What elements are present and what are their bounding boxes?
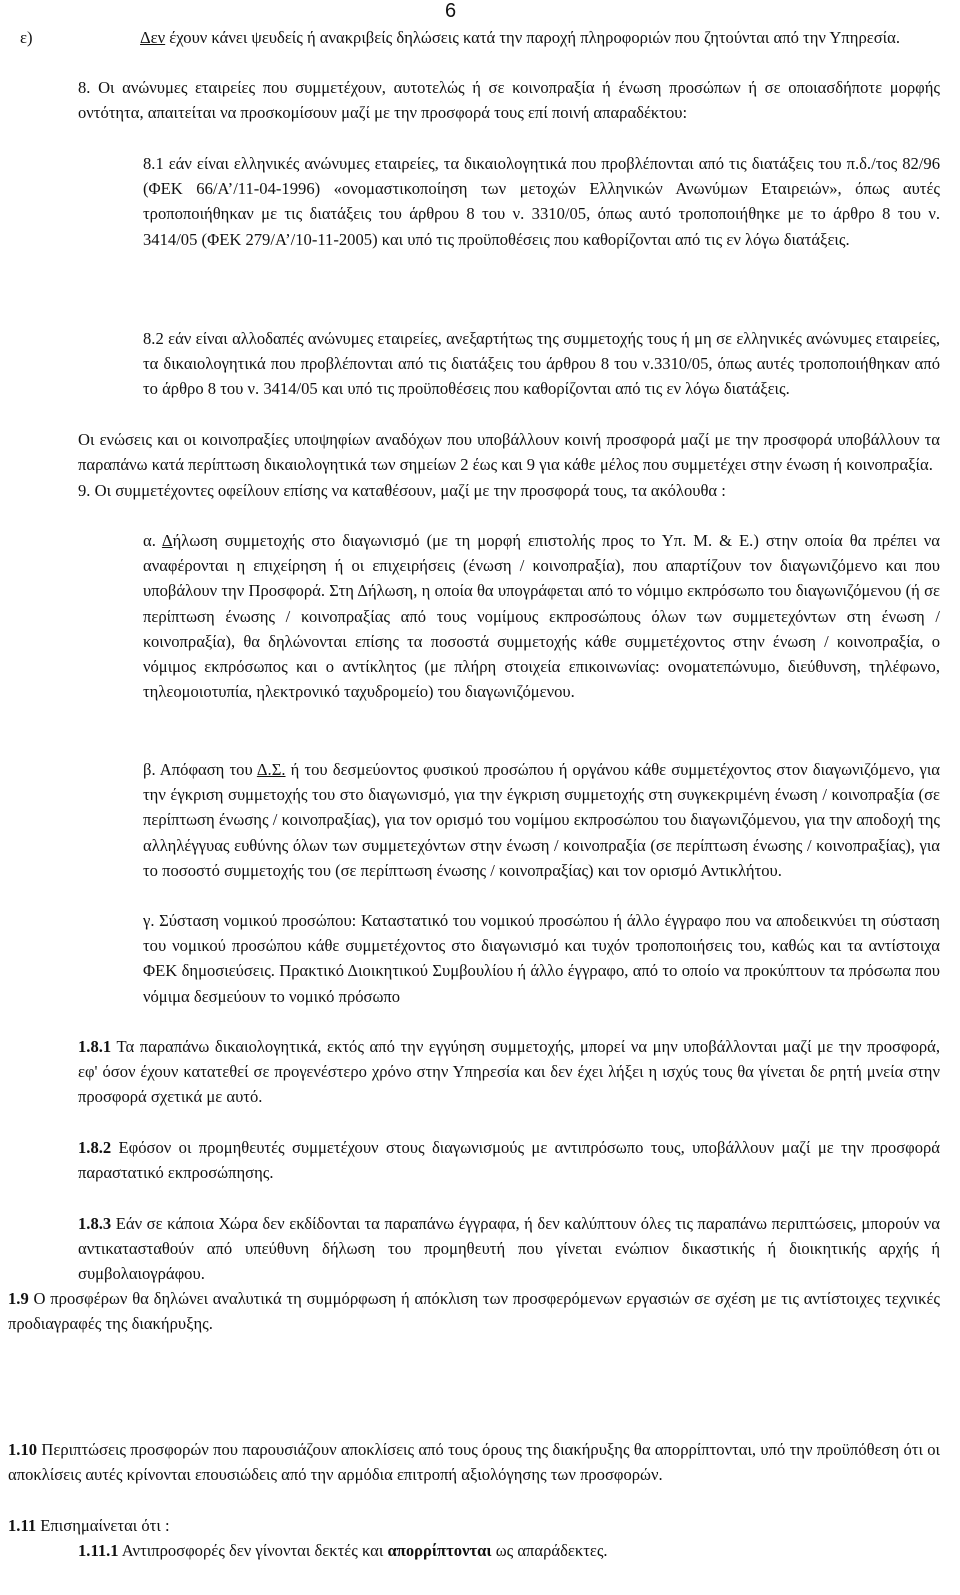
text-run: Εάν σε κάποια Χώρα δεν εκδίδονται τα παραπάνω έγγραφα, ή δεν καλύπτουν όλες τις παραπάνω περιπτώσεις, μπορούν να αντικατασταθούν από υπεύθυνη δήλωση του προμηθευτή που γίνεται ενώπιον δικαστικής ή διοικητικής αρχής ή συμβολαιογράφου. xyxy=(78,1214,940,1284)
page-number: 6 xyxy=(445,0,457,22)
text-run: ή του δεσμεύοντος φυσικού προσώπου ή οργάνου κάθε συμμετέχοντος στον διαγωνιζόμενο, για την έγκριση συμμετοχής του στο διαγωνισμό, για την έγκριση συμμετοχής στη συγκεκριμένη ένωση / κοινοπραξία (σε περίπτωση ένωσης / κοινοπραξίας), για τον ορισμό του νομίμου εκπροσώπου του διαγωνιζόμενου, για την αποδοχή της αλληλέγγυας ευθύνης όλων των συμμετεχόντων στην ένωση / κοινοπραξία (σε περίπτωση ένωσης / κοινοπραξίας), για το ποσοστό συμμετοχής του (σε περίπτωση ένωσης / κοινοπραξίας) και τον ορισμό Αντικλήτου. xyxy=(143,760,940,880)
text-run: Οι ενώσεις και οι κοινοπραξίες υποψηφίων αναδόχων που υποβάλλουν κοινή προσφορά μαζί με την προσφορά υποβάλλουν τα παραπάνω κατά περίπτωση δικαιολογητικά των σημείων 2 έως και 9 για κάθε μέλος που συμμετέχει στην ένωση ή κοινοπραξία. xyxy=(78,430,940,475)
bold-run: 1.8.3 xyxy=(78,1214,112,1233)
text-run: 8.2 εάν είναι αλλοδαπές ανώνυμες εταιρείες, ανεξαρτήτως της συμμετοχής τους ή μη σε ελληνικές ανώνυμες εταιρείες, τα δικαιολογητικά που προβλέπονται από τις διατάξεις του άρθρου 8 του ν.3310/05, όπως αυτές τροποποιήθηκαν από το άρθρο 8 του ν. 3414/05 και υπό τις προϋποθέσεις που καθορίζονται από τις εν λόγω διατάξεις. xyxy=(143,329,940,399)
paragraph-unions xyxy=(78,427,940,477)
text-run: α. xyxy=(143,531,162,550)
paragraph-8 xyxy=(78,75,940,125)
bold-run: 1.11.1 xyxy=(78,1541,119,1560)
item-beta xyxy=(143,757,940,883)
item-alpha xyxy=(143,528,940,704)
text-run: ήλωση συμμετοχής στο διαγωνισμό (με τη μορφή επιστολής προς το Υπ. Μ. & Ε.) στην οποία θα πρέπει να αναφέρονται η επιχείρηση ή οι επιχειρήσεις (ένωση / κοινοπραξία), που απαρτίζουν τον διαγωνιζόμενο και που υποβάλουν την Προσφορά. Στη Δήλωση, η οποία θα υπογράφεται από το νόμιμο εκπρόσωπο του διαγωνιζόμενου (ή σε περίπτωση ένωσης / κοινοπραξίας από τους νομίμους εκπροσώπους όλων των συμμετεχόντων στη ένωση / κοινοπραξία), θα δηλώνονται επίσης τα ποσοστά συμμετοχής κάθε συμμετέχοντος στην ένωση / κοινοπραξία, ο νόμιμος εκπρόσωπος και ο αντίκλητος (με πλήρη στοιχεία επικοινωνίας: ονοματεπώνυμο, διεύθυνση, τηλέφωνο, τηλεομοιοτυπία, ηλεκτρονικό ταχυδρομείο) του διαγωνιζόμενου. xyxy=(143,531,940,702)
text-run: Επισημαίνεται ότι : xyxy=(36,1516,170,1535)
text-run: 8. Οι ανώνυμες εταιρείες που συμμετέχουν, αυτοτελώς ή σε κοινοπραξία ή ένωση προσώπων ή σε οποιασδήποτε μορφής οντότητα, απαιτείται να προσκομίσουν μαζί με την προσφορά τους επί ποινή απαραδέκτου: xyxy=(78,78,940,123)
paragraph-8-1 xyxy=(143,151,940,252)
section-1-9 xyxy=(8,1286,940,1336)
text-run: ως απαράδεκτες. xyxy=(491,1541,608,1560)
text-run: Περιπτώσεις προσφορών που παρουσιάζουν αποκλίσεις από τους όρους της διακήρυξης θα απορρίπτονται, υπό την προϋπόθεση ότι οι αποκλίσεις αυτές κρίνονται επουσιώδεις από την αρμόδια επιτροπή αξιολόγησης των προσφορών. xyxy=(8,1440,940,1485)
text-run: Εφόσον οι προμηθευτές συμμετέχουν στους διαγωνισμούς με αντιπρόσωπο τους, υποβάλλουν μαζί με την προσφορά παραστατικό εκπροσώπησης. xyxy=(78,1138,940,1183)
bold-run: 1.11 xyxy=(8,1516,37,1535)
bold-run: απορρίπτονται xyxy=(387,1541,492,1560)
section-1-11-1 xyxy=(78,1538,940,1563)
text-run: Ο προσφέρων θα δηλώνει αναλυτικά τη συμμόρφωση ή απόκλιση των προσφερόμενων εργασιών σε σχέση με τις αντίστοιχες τεχνικές προδιαγραφές της διακήρυξης. xyxy=(8,1289,940,1334)
bold-run: 1.9 xyxy=(8,1289,29,1308)
section-1-8-1 xyxy=(78,1034,940,1110)
underlined-run: Δ.Σ. xyxy=(256,760,286,779)
underlined-run: Δ xyxy=(161,531,173,550)
section-1-8-3 xyxy=(78,1211,940,1287)
section-1-11 xyxy=(8,1513,940,1538)
text-run: 8.1 εάν είναι ελληνικές ανώνυμες εταιρείες, τα δικαιολογητικά που προβλέπονται από τις διατάξεις του π.δ./τος 82/96 (ΦΕΚ 66/Α’/11-04-1996) «ονομαστικοποίηση των μετοχών Ελληνικών Ανωνύμων Εταιρειών», όπως αυτές τροποποιήθηκαν με τις διατάξεις του άρθρου 8 του ν. 3310/05, όπως αυτό τροποποιήθηκε με το άρθρο 8 του ν. 3414/05 (ΦΕΚ 279/Α’/10-11-2005) και υπό τις προϋποθέσεις που καθορίζονται από τις εν λόγω διατάξεις. xyxy=(143,154,940,249)
bold-run: 1.10 xyxy=(8,1440,38,1459)
text-run: Τα παραπάνω δικαιολογητικά, εκτός από την εγγύηση συμμετοχής, μπορεί να μην υποβάλλονται μαζί με την προσφορά, εφ' όσον έχουν κατατεθεί σε προγενέστερο χρόνο στην Υπηρεσία και δεν έχει λήξει η ισχύς τους θα γίνεται δε ρητή μνεία στην προσφορά σχετικά με αυτό. xyxy=(78,1037,940,1107)
section-1-10 xyxy=(8,1437,940,1487)
text-run: γ. Σύσταση νομικού προσώπου: Καταστατικό του νομικού προσώπου ή άλλο έγγραφο που να αποδεικνύει τη σύσταση του νομικού προσώπου κάθε συμμετέχοντος στο διαγωνισμό και τυχόν τροποποιήσεις του, καθώς και τα αντίστοιχα ΦΕΚ δημοσιεύσεις. Πρακτικό Διοικητικού Συμβουλίου ή άλλο έγγραφο, από το οποίο να προκύπτουν τα πρόσωπα που νόμιμα δεσμεύουν το νομικό πρόσωπο xyxy=(143,911,940,1006)
item-e xyxy=(20,25,940,50)
item-gamma xyxy=(143,908,940,1009)
section-1-8-2 xyxy=(78,1135,940,1185)
text-run: 9. Οι συμμετέχοντες οφείλουν επίσης να καταθέσουν, μαζί με την προσφορά τους, τα ακόλουθα : xyxy=(78,481,726,500)
text-run: έχουν κάνει ψευδείς ή ανακριβείς δηλώσεις κατά την παροχή πληροφοριών που ζητούνται από την Υπηρεσία. xyxy=(165,28,900,47)
bold-run: 1.8.2 xyxy=(78,1138,112,1157)
text-run: β. Απόφαση του xyxy=(143,760,257,779)
paragraph-8-2 xyxy=(143,326,940,402)
item-label: ε) xyxy=(20,28,33,47)
text-run: Αντιπροσφορές δεν γίνονται δεκτές και xyxy=(118,1541,388,1560)
bold-run: 1.8.1 xyxy=(78,1037,112,1056)
paragraph-9 xyxy=(78,478,940,503)
underlined-run: Δεν xyxy=(140,28,166,47)
